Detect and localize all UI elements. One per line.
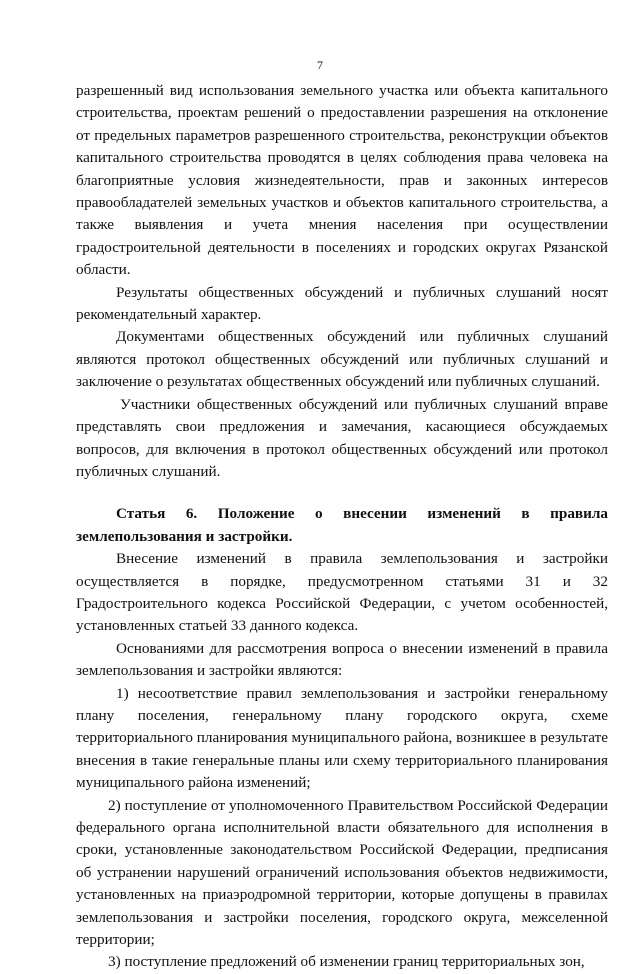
paragraph-continuation: разрешенный вид использования земельного участка или объекта капитального строительства, проектам решений о предоставлении разрешения на отклонение от предельных параметров разрешенного строительства, реконструкции объектов капитального строительства проводятся в целях соблюдения права человека на благоприятные условия жизнедеятельности, прав и законных интересов правообладателей земельных участков и объектов капитального строительства, а также выявления и учета мнения населения при осуществлении градостроительной деятельности в поселениях и городских округах Рязанской области. bbox=[76, 82, 608, 279]
list-item-3: 3) поступление предложений об изменении границ территориальных зон, bbox=[108, 953, 585, 971]
paragraph-grounds-intro: Основаниями для рассмотрения вопроса о внесении изменений в правила землепользования и застройки являются: bbox=[76, 639, 608, 680]
document-body bbox=[76, 80, 608, 974]
page-number: 7 bbox=[317, 58, 323, 72]
list-item-1: 1) несоответствие правил землепользования и застройки генеральному плану поселения, генеральному плану городского округа, схеме территориального планирования муниципального района, возникшее в результате внесения в такие генеральные планы или схему территориального планирования муниципального района изменений; bbox=[76, 684, 608, 792]
article-6-heading: Статья 6. Положение о внесении изменений в правила землепользования и застройки. bbox=[76, 505, 608, 545]
paragraph-participants: Участники общественных обсуждений или публичных слушаний вправе представлять свои предложения и замечания, касающиеся обсуждаемых вопросов, для включения в протокол общественных обсуждений или протокол публичных слушаний. bbox=[76, 395, 608, 480]
list-item-2: 2) поступление от уполномоченного Правительством Российской Федерации федерального органа исполнительной власти обязательного для исполнения в сроки, установленные законодательством Российской Федерации, предписания об устранении нарушений ограничений использования объектов недвижимости, установленных на приаэродромной территории, которые допущены в правилах землепользования и застройки поселения, городского округа, межселенной территории; bbox=[76, 796, 608, 949]
paragraph-documents: Документами общественных обсуждений или публичных слушаний являются протокол общественных обсуждений или публичных слушаний и заключение о результатах общественных обсуждений или публичных слушаний. bbox=[76, 328, 608, 391]
paragraph-amendment-procedure: Внесение изменений в правила землепользования и застройки осуществляется в порядке, предусмотренном статьями 31 и 32 Градостроительного кодекса Российской Федерации, с учетом особенностей, установленных статьей 33 данного кодекса. bbox=[76, 550, 608, 635]
paragraph-results: Результаты общественных обсуждений и публичных слушаний носят рекомендательный характер. bbox=[76, 283, 608, 324]
